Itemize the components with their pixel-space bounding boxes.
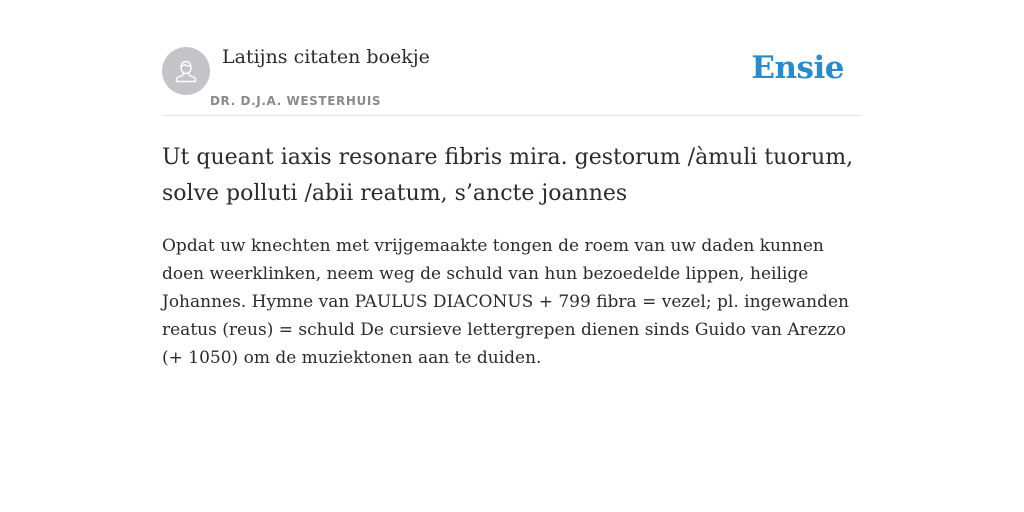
entry-quote: Ut queant iaxis resonare fibris mira. gestorum /àmuli tuorum, solve polluti /abii reatum, s’ancte joannes xyxy=(162,145,854,206)
entry-header xyxy=(162,0,862,116)
entry-body: Opdat uw knechten met vrijgemaakte tongen de roem van uw daden kunnen doen weerklinken, neem weg de schuld van hun bezoedelde lippen, heilige Johannes. Hymne van PAULUS DIACONUS + 799 fibra = vezel; pl. ingewanden reatus (reus) = schuld De cursieve lettergrepen dienen sinds Guido van Arezzo (+ 1050) om de muziektonen aan te duiden. xyxy=(162,236,849,368)
brand-logo[interactable]: Ensie xyxy=(751,50,844,86)
book-title[interactable]: Latijns citaten boekje xyxy=(222,46,430,68)
user-icon xyxy=(171,56,201,86)
avatar[interactable] xyxy=(162,47,210,95)
entry-card xyxy=(162,0,862,372)
author-name[interactable]: DR. D.J.A. WESTERHUIS xyxy=(210,94,382,108)
